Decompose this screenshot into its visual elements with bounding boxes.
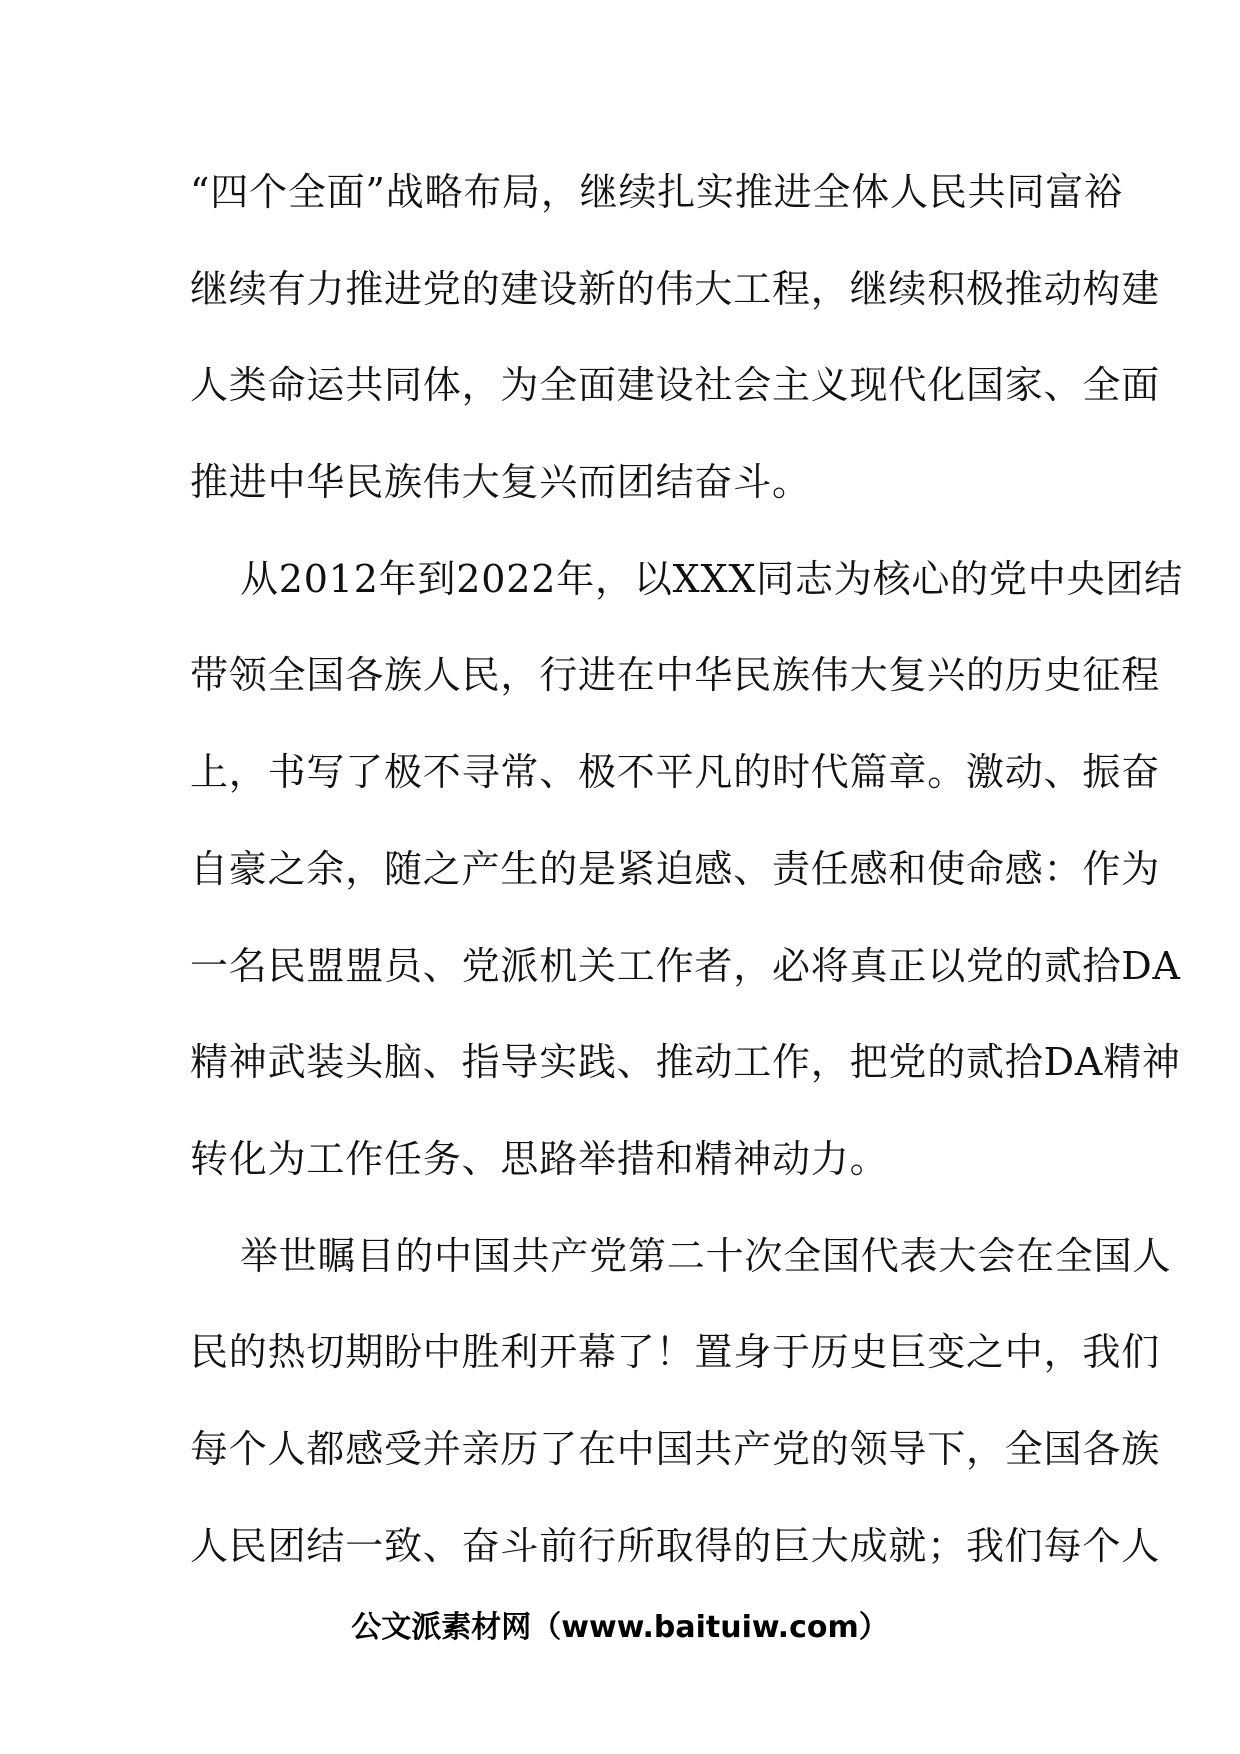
text-line: 上，书写了极不寻常、极不平凡的时代篇章。激动、振奋 bbox=[190, 750, 1161, 795]
footer-source: 公文派素材网（www.baituiw.com） bbox=[351, 1610, 889, 1645]
text-line: 推进中华民族伟大复兴而团结奋斗。 bbox=[190, 460, 811, 505]
text-line: 精神武装头脑、指导实践、推动工作，把党的贰拾DA精神 bbox=[190, 1040, 1181, 1085]
text-line: 转化为工作任务、思路举措和精神动力。 bbox=[190, 1136, 889, 1181]
text-line: 继续有力推进党的建设新的伟大工程，继续积极推动构建 bbox=[190, 266, 1161, 311]
paragraph-start-line: 举世瞩目的中国共产党第二十次全国代表大会在全国人 bbox=[240, 1233, 1172, 1278]
text-line: 带领全国各族人民，行进在中华民族伟大复兴的历史征程 bbox=[190, 653, 1161, 698]
text-line: 每个人都感受并亲历了在中国共产党的领导下，全国各族 bbox=[190, 1426, 1161, 1471]
text-line: 人民团结一致、奋斗前行所取得的巨大成就；我们每个人 bbox=[190, 1523, 1161, 1568]
text-line: “四个全面”战略布局，继续扎实推进全体人民共同富裕 bbox=[190, 170, 1123, 214]
text-line: 民的热切期盼中胜利开幕了！置身于历史巨变之中，我们 bbox=[190, 1330, 1161, 1375]
text-line: 一名民盟盟员、党派机关工作者，必将真正以党的贰拾DA bbox=[190, 943, 1181, 988]
body-text bbox=[190, 164, 1183, 1614]
text-line: 人类命运共同体，为全面建设社会主义现代化国家、全面 bbox=[190, 363, 1161, 408]
paragraph-start-line: 从2012年到2022年，以XXX同志为核心的党中央团结 bbox=[240, 556, 1183, 601]
text-line: 自豪之余，随之产生的是紧迫感、责任感和使命感：作为 bbox=[190, 846, 1161, 891]
